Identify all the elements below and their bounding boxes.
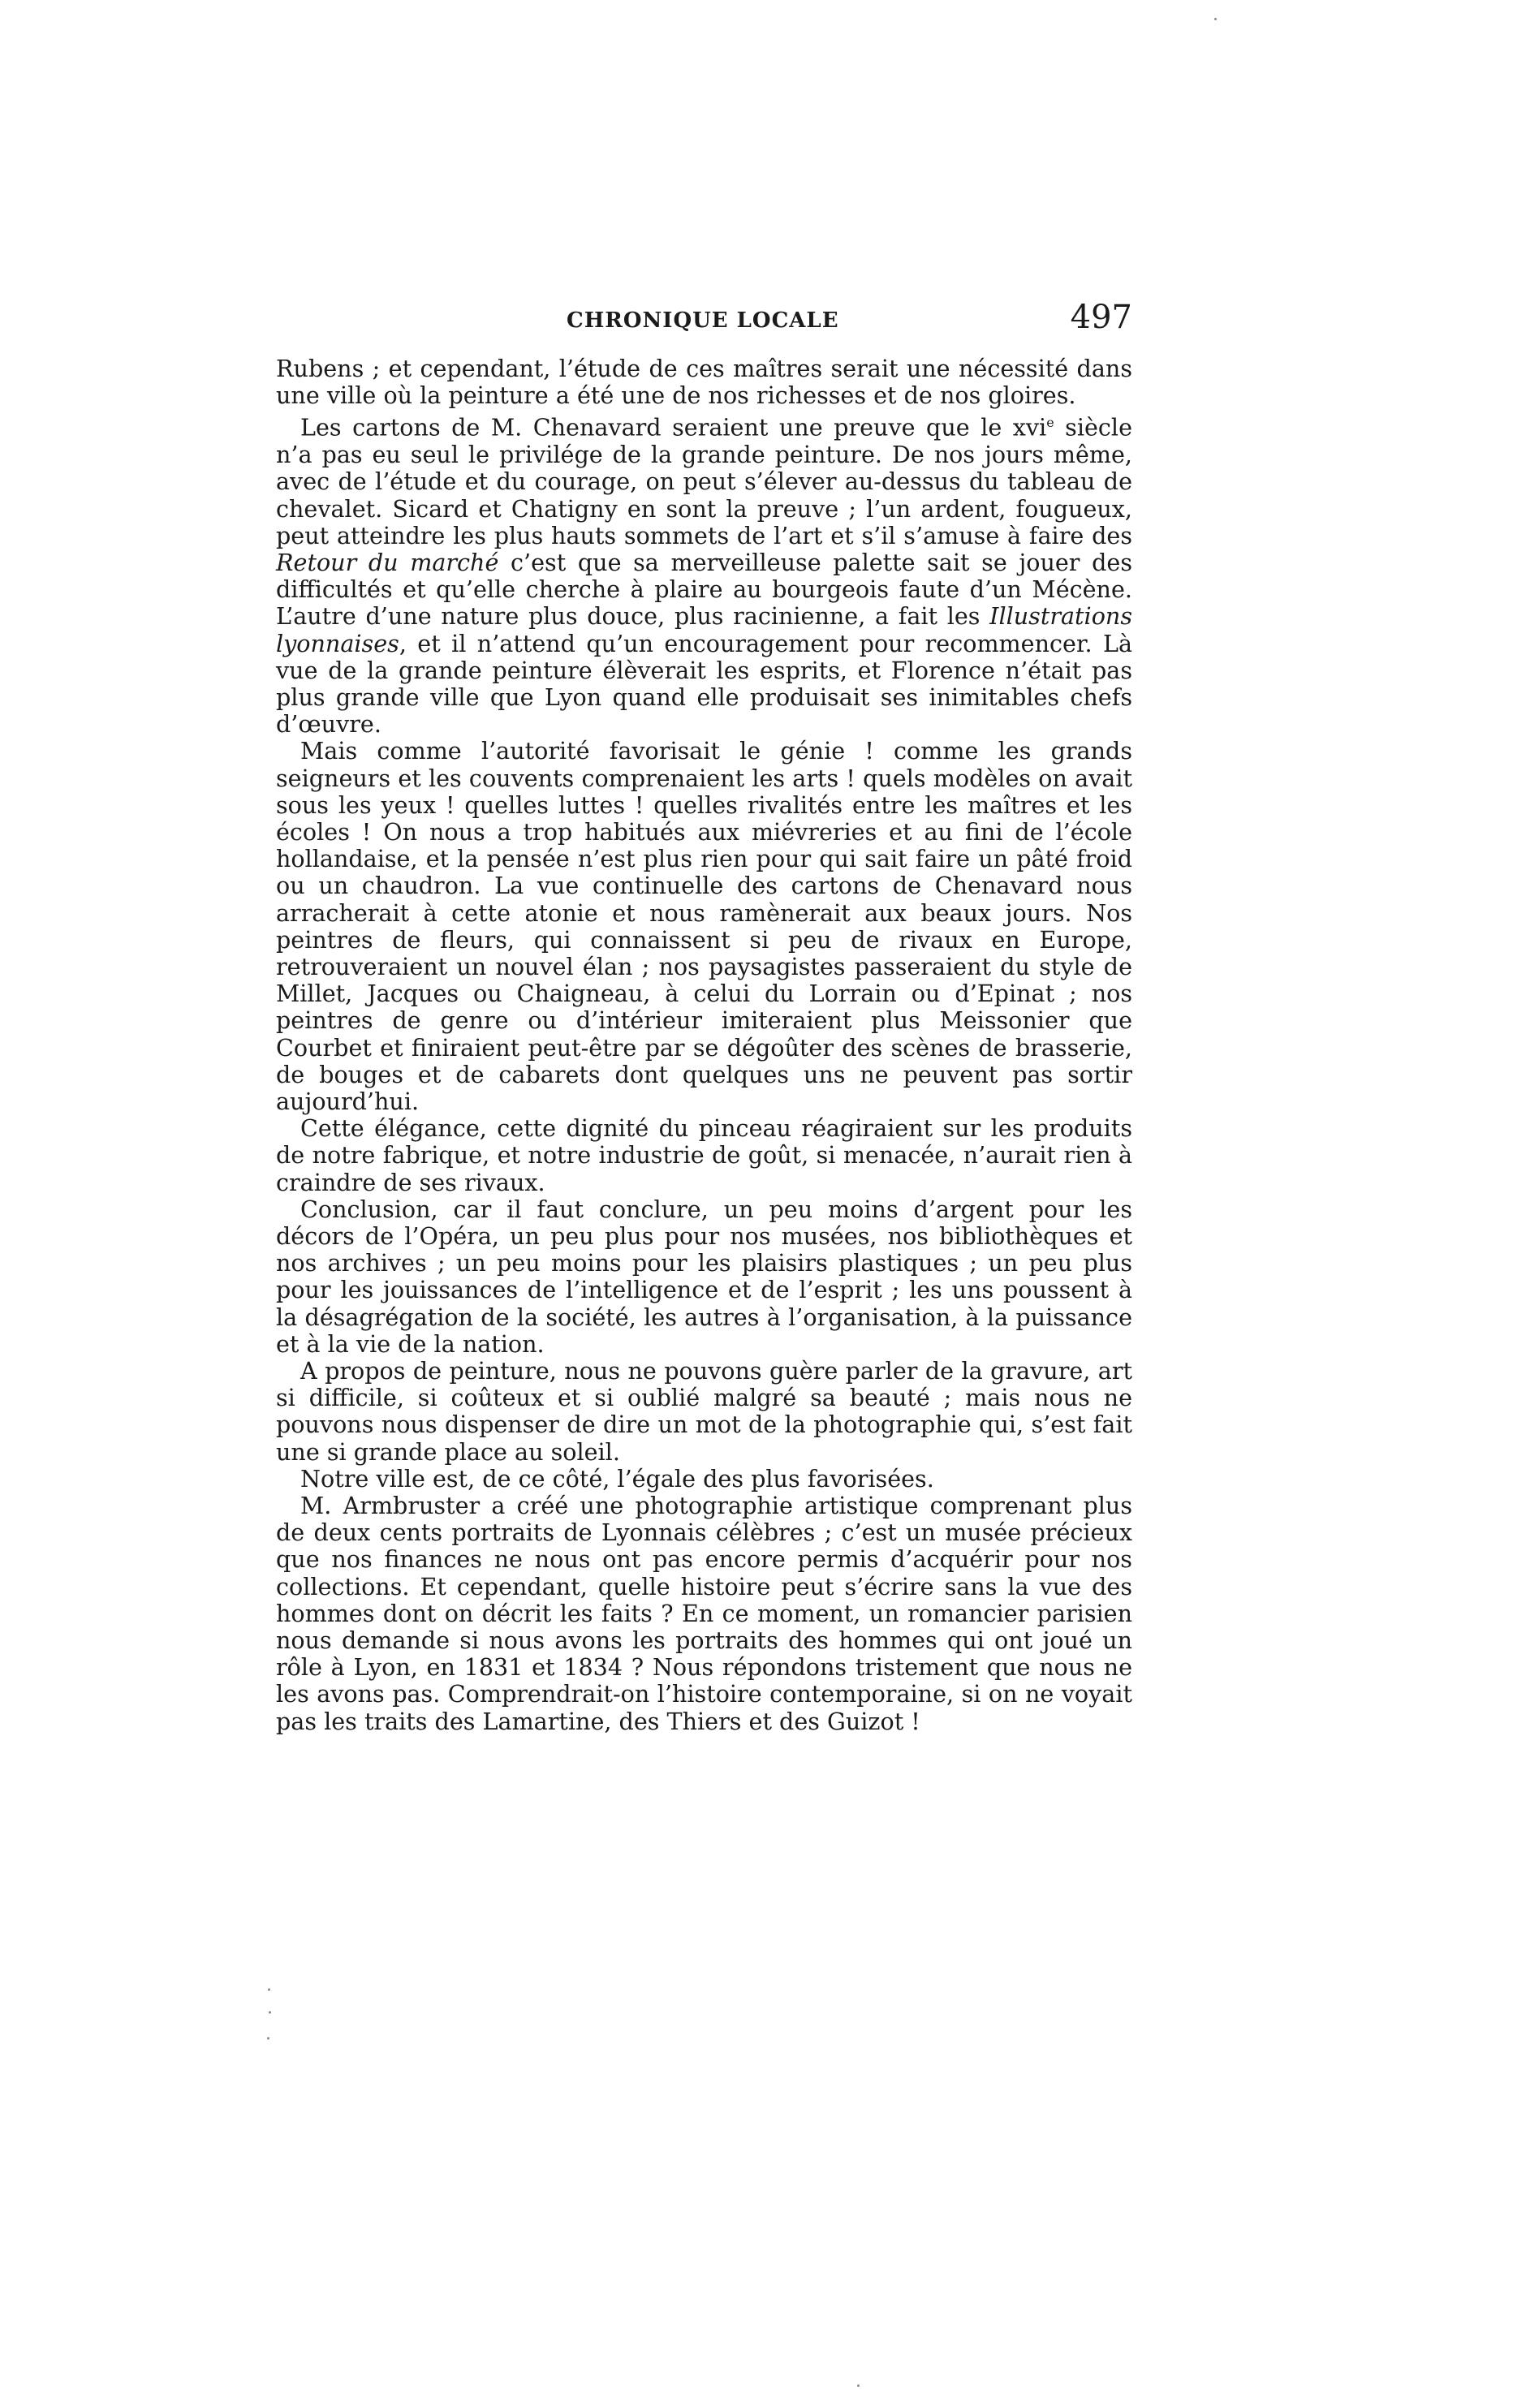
italic-title: Retour du marché	[276, 548, 499, 576]
paragraph-text: Notre ville est, de ce côté, l’égale des plus favorisées.	[300, 1464, 934, 1493]
paragraph-text: A propos de peinture, nous ne pouvons guère parler de la gravure, art si difficile, si coûteux et si oublié malgré sa beauté ; mais nous ne pouvons nous dispenser de dire un mot de la photographie qui, s’est fait une si grande place au soleil.	[276, 1357, 1132, 1466]
paragraph-6	[276, 1358, 1132, 1466]
paragraph-8	[276, 1493, 1132, 1735]
paragraph-3	[276, 738, 1132, 1115]
scan-speck	[268, 1988, 270, 1991]
page-number: 497	[1070, 299, 1132, 336]
paragraph-4	[276, 1115, 1132, 1196]
paragraph-7	[276, 1466, 1132, 1493]
superscript: e	[1046, 415, 1054, 431]
paragraph-text: Les cartons de M. Chenavard seraient une preuve que le xvi	[300, 413, 1047, 442]
paragraph-text: Conclusion, car il faut conclure, un peu moins d’argent pour les décors de l’Opéra, un peu plus pour nos musées, nos bibliothèques et nos archives ; un peu moins pour les plaisirs plastiques ; un peu plus pour les jouissances de l’intelligence et de l’esprit ; les uns poussent à la désagrégation de la société, les autres à l’organisation, à la puissance et à la vie de la nation.	[276, 1195, 1132, 1358]
paragraph-text: M. Armbruster a créé une photographie artistique comprenant plus de deux cents portraits de Lyonnais célèbres ; c’est un musée précieux que nos finances ne nous ont pas encore permis d’acquérir pour nos collections. Et cependant, quelle histoire peut s’écrire sans la vue des hommes dont on décrit les faits ? En ce moment, un romancier parisien nous demande si nous avons les portraits des hommes qui ont joué un rôle à Lyon, en 1831 et 1834 ? Nous répondons tristement que nous ne les avons pas. Comprendrait-on l’histoire contemporaine, si on ne voyait pas les traits des Lamartine, des Thiers et des Guizot !	[276, 1492, 1132, 1735]
scan-speck	[269, 2011, 271, 2014]
paragraph-2	[276, 409, 1132, 738]
paragraph-text: Mais comme l’autorité favorisait le génie ! comme les grands seigneurs et les couvents comprenaient les arts ! quels modèles on avait sous les yeux ! quelles luttes ! quelles rivalités entre les maîtres et les écoles ! On nous a trop habitués aux miévreries et au fini de l’école hollandaise, et la pensée n’est plus rien pour qui sait faire un pâté froid ou un chaudron. La vue continuelle des cartons de Chenavard nous arracherait à cette atonie et nous ramènerait aux beaux jours. Nos peintres de fleurs, qui connaissent si peu de rivaux en Europe, retrouveraient un nouvel élan ; nos paysagistes passeraient du style de Millet, Jacques ou Chaigneau, à celui du Lorrain ou d’Epinat ; nos peintres de genre ou d’intérieur imiteraient plus Meissonier que Courbet et finiraient peut-être par se dégoûter des scènes de brasserie, de bouges et de cabarets dont quelques uns ne peuvent pas sortir aujourd’hui.	[276, 737, 1132, 1116]
italic-title: Illustrations lyonnaises	[276, 602, 1132, 657]
scan-speck	[1214, 18, 1217, 20]
scan-speck	[267, 2037, 269, 2040]
paragraph-text: , et il n’attend qu’un encouragement pour recommencer. Là vue de la grande peinture élèverait les esprits, et Florence n’était pas plus grande ville que Lyon quand elle produisait ses inimitables chefs d’œuvre.	[276, 629, 1132, 739]
running-title: CHRONIQUE LOCALE	[567, 308, 839, 333]
text-body	[276, 355, 1132, 1735]
paragraph-5	[276, 1196, 1132, 1358]
paragraph-text: siècle n’a pas eu seul le privilége de la grande peinture. De nos jours même, avec de l’étude et du courage, on peut s’élever au-dessus du tableau de chevalet. Sicard et Chatigny en sont la preuve ; l’un ardent, fougueux, peut atteindre les plus hauts sommets de l’art et s’il s’amuse à faire des	[276, 413, 1133, 549]
running-header	[276, 299, 1132, 347]
paragraph-text: c’est que sa merveilleuse palette sait se jouer des difficultés et qu’elle cherche à plaire au bourgeois faute d’un Mécène. L’autre d’une nature plus douce, plus racinienne, a fait les	[276, 548, 1132, 631]
paragraph-1	[276, 355, 1132, 409]
scan-speck	[857, 2384, 860, 2387]
paragraph-text: Rubens ; et cependant, l’étude de ces maîtres serait une nécessité dans une ville où la peinture a été une de nos richesses et de nos gloires.	[276, 355, 1132, 410]
paragraph-text: Cette élégance, cette dignité du pinceau réagiraient sur les produits de notre fabrique, et notre industrie de goût, si menacée, n’aurait rien à craindre de ses rivaux.	[276, 1114, 1132, 1196]
